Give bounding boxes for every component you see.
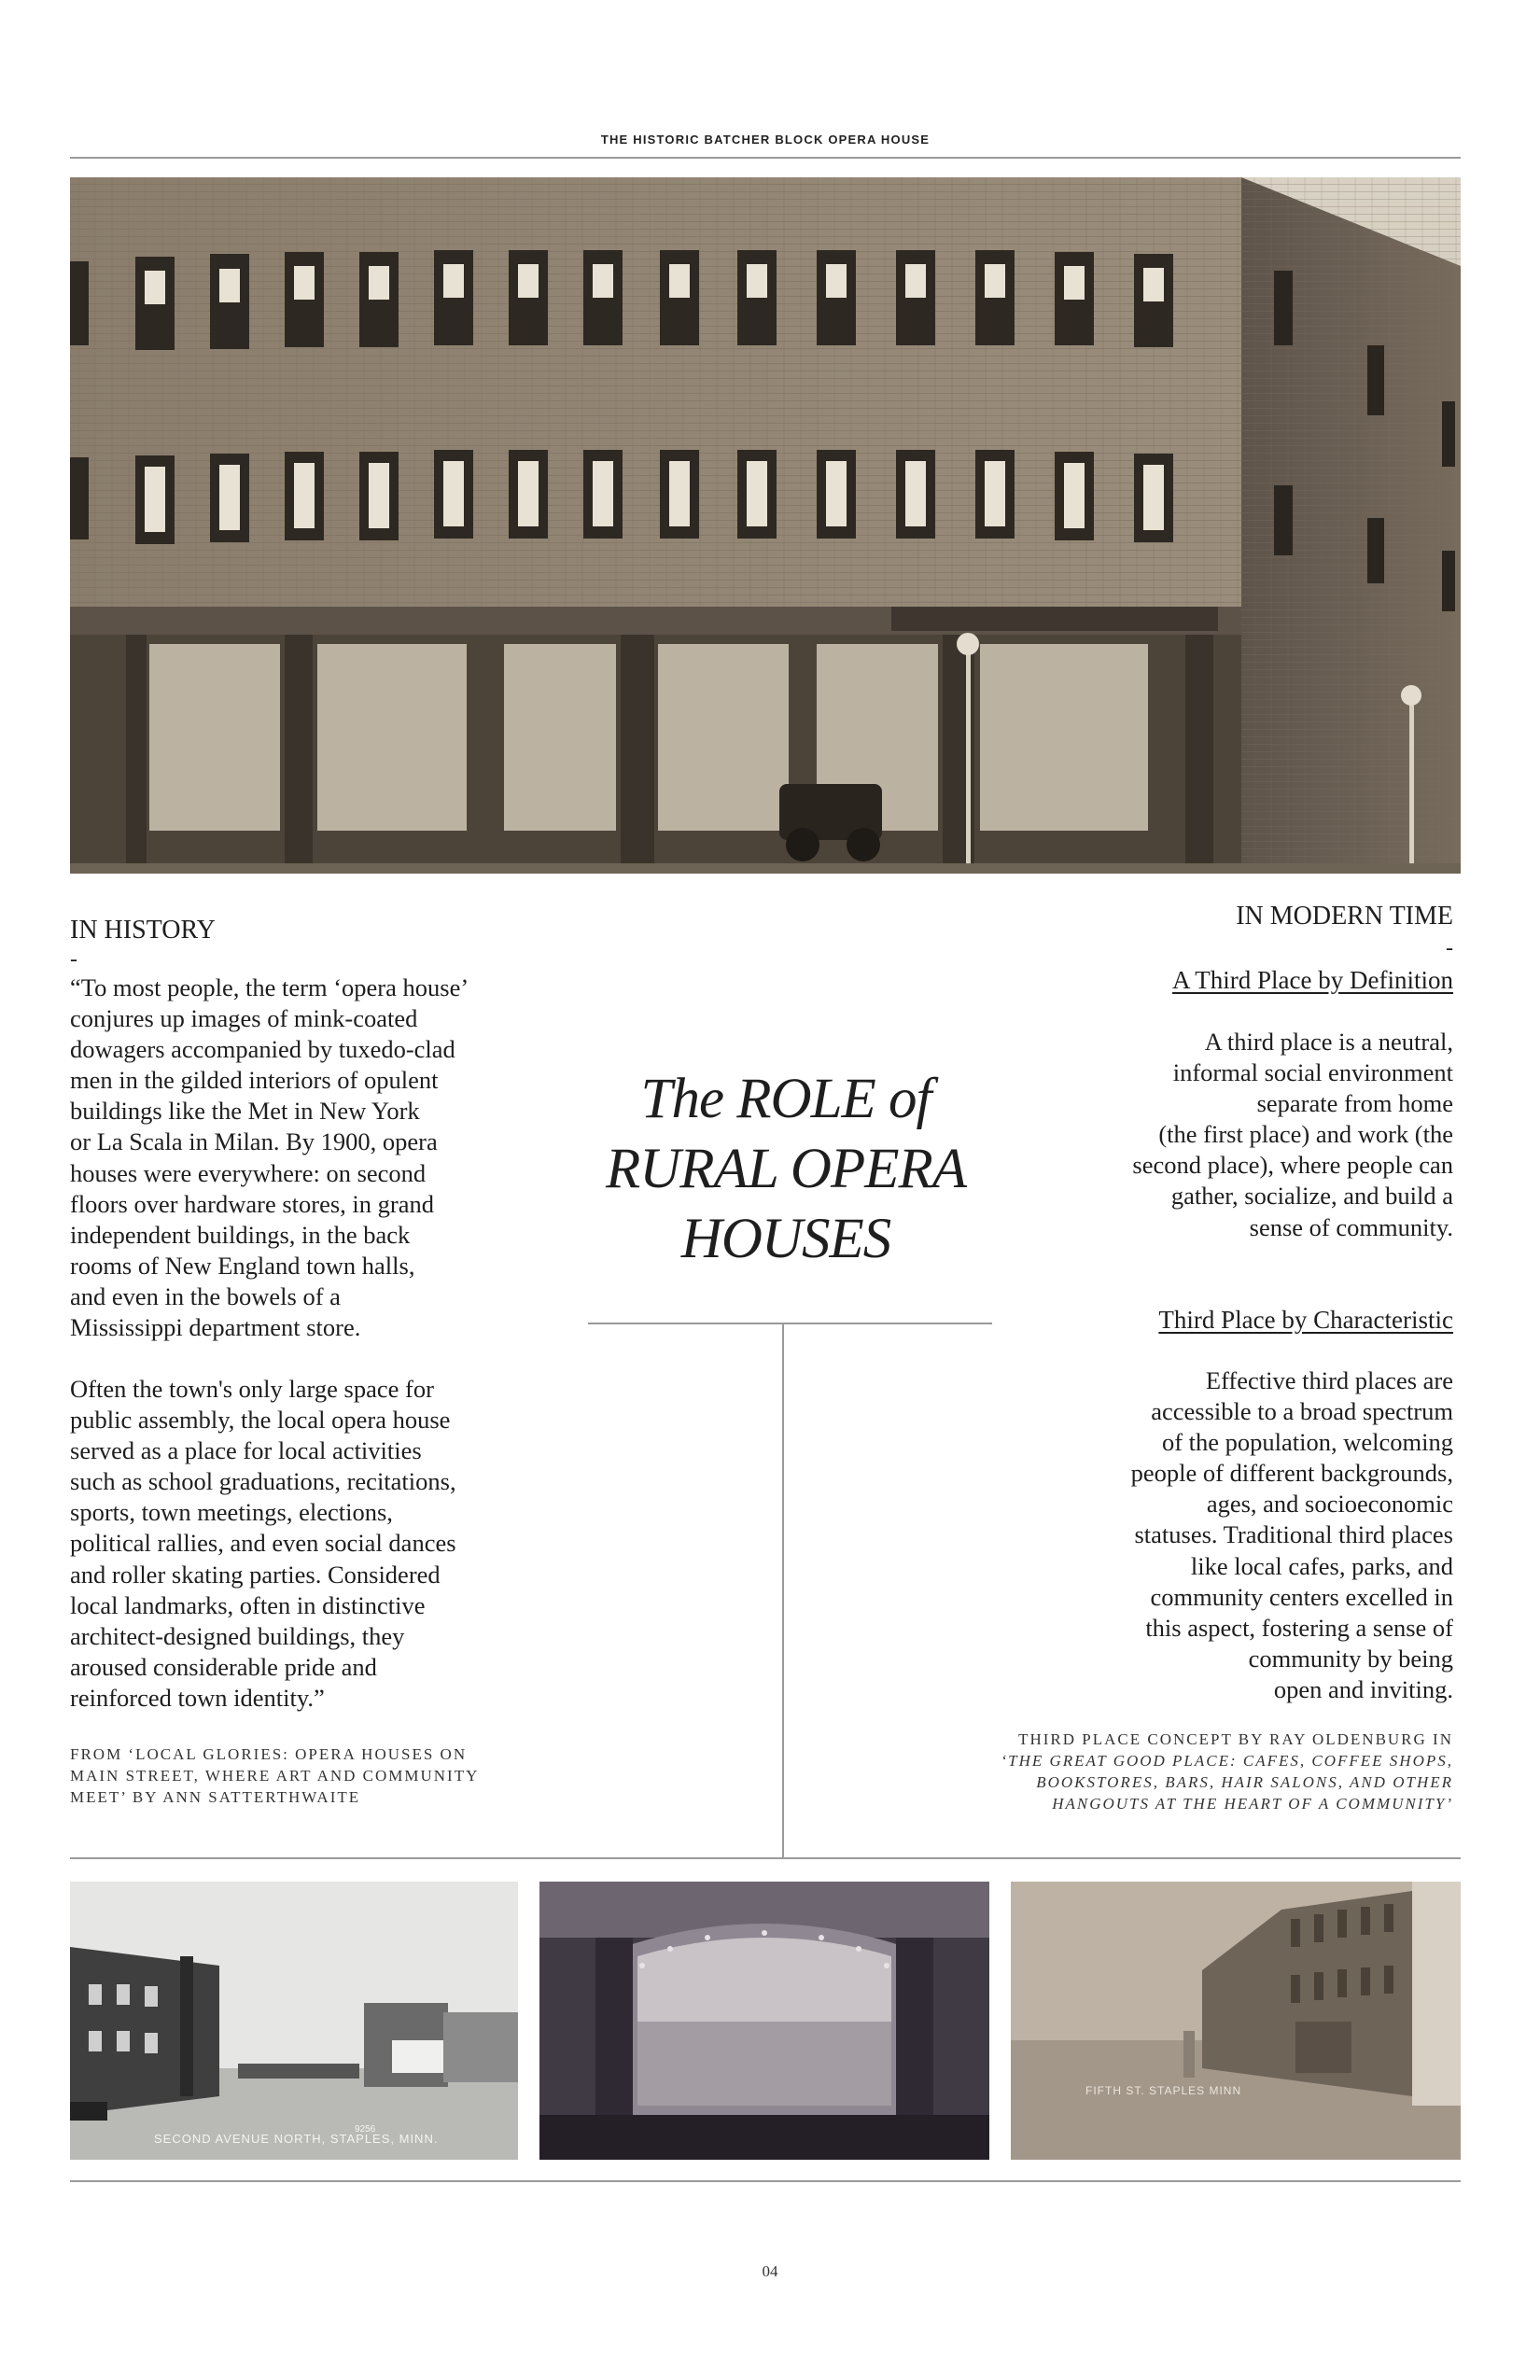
text-line: like local cafes, parks, and xyxy=(1190,1551,1453,1580)
text-line: ages, and socioeconomic xyxy=(1206,1490,1453,1519)
text-line: accessible to a broad spectrum xyxy=(1151,1397,1453,1426)
citation-line: MAIN STREET, WHERE ART AND COMMUNITY xyxy=(70,1767,480,1785)
text-line: separate from home xyxy=(1256,1089,1453,1118)
gallery-top-rule xyxy=(70,1857,1461,1859)
text-line: conjures up images of mink-coated xyxy=(70,1004,418,1033)
left-heading-dash: - xyxy=(70,947,77,972)
citation-line: BOOKSTORES, BARS, HAIR SALONS, AND OTHER xyxy=(1036,1773,1453,1791)
definition-subheading: A Third Place by Definition xyxy=(1172,966,1453,994)
text-line: and even in the bowels of a xyxy=(70,1281,341,1310)
text-line: aroused considerable pride and xyxy=(70,1652,377,1681)
street-photo-caption: SECOND AVENUE NORTH, STAPLES, MINN. xyxy=(154,2132,439,2146)
right-heading-dash: - xyxy=(1446,936,1453,960)
left-citation xyxy=(70,1743,593,1808)
text-line: buildings like the Met in New York xyxy=(70,1097,420,1126)
text-line: houses were everywhere: on second xyxy=(70,1158,427,1187)
left-paragraph-2 xyxy=(70,1374,593,1714)
street-photo-number: 9256 xyxy=(355,2124,376,2135)
text-line: sports, town meetings, elections, xyxy=(70,1498,393,1527)
text-line: gather, socialize, and build a xyxy=(1170,1182,1453,1211)
citation-line: FROM ‘LOCAL GLORIES: OPERA HOUSES ON xyxy=(70,1745,468,1763)
title-line: The ROLE of xyxy=(640,1068,931,1130)
header-rule xyxy=(70,157,1461,159)
opera-stage-photo xyxy=(539,1882,989,2160)
text-line: dowagers accompanied by tuxedo-clad xyxy=(70,1035,455,1064)
corner-building-photo xyxy=(1011,1882,1461,2160)
text-line: community centers excelled in xyxy=(1150,1582,1453,1611)
citation-line: THIRD PLACE CONCEPT BY RAY OLDENBURG IN xyxy=(1018,1730,1453,1748)
text-line: “To most people, the term ‘opera house’ xyxy=(70,973,469,1001)
citation-line: ‘THE GREAT GOOD PLACE: CAFES, COFFEE SHOPS, xyxy=(1001,1752,1453,1770)
text-line: second place), where people can xyxy=(1132,1151,1453,1180)
page-number: 04 xyxy=(762,2262,778,2280)
feature-title xyxy=(571,1064,1001,1274)
text-line: of the population, welcoming xyxy=(1161,1428,1453,1457)
right-paragraph-1 xyxy=(1027,1027,1453,1243)
text-line: independent buildings, in the back xyxy=(70,1220,411,1249)
text-line: such as school graduations, recitations, xyxy=(70,1467,456,1496)
text-line: A third place is a neutral, xyxy=(1204,1028,1453,1056)
text-line: public assembly, the local opera house xyxy=(70,1406,451,1435)
text-line: open and inviting. xyxy=(1273,1674,1453,1703)
title-line: HOUSES xyxy=(680,1208,891,1270)
text-line: reinforced town identity.” xyxy=(70,1683,325,1712)
text-line: informal social environment xyxy=(1172,1058,1453,1087)
text-line: and roller skating parties. Considered xyxy=(70,1560,441,1589)
corner-photo-caption: FIFTH ST. STAPLES MINN xyxy=(1085,2084,1242,2097)
text-line: architect-designed buildings, they xyxy=(70,1621,405,1650)
right-heading: IN MODERN TIME xyxy=(1236,902,1453,931)
running-header: THE HISTORIC BATCHER BLOCK OPERA HOUSE xyxy=(600,133,931,147)
right-citation xyxy=(933,1729,1453,1814)
text-line: Mississippi department store. xyxy=(70,1313,361,1342)
characteristic-subheading: Third Place by Characteristic xyxy=(1158,1306,1453,1334)
title-horizontal-rule xyxy=(588,1323,992,1324)
text-line: sense of community. xyxy=(1249,1212,1453,1241)
text-line: statuses. Traditional third places xyxy=(1134,1520,1453,1549)
citation-line: HANGOUTS AT THE HEART OF A COMMUNITY’ xyxy=(1052,1795,1453,1813)
text-line: political rallies, and even social dances xyxy=(70,1529,456,1558)
text-line: rooms of New England town halls, xyxy=(70,1251,415,1280)
left-paragraph-1 xyxy=(70,973,593,1343)
text-line: served as a place for local activities xyxy=(70,1436,422,1465)
text-line: people of different backgrounds, xyxy=(1130,1459,1453,1488)
street-view-photo xyxy=(70,1882,518,2160)
text-line: floors over hardware stores, in grand xyxy=(70,1189,435,1218)
text-line: this aspect, fostering a sense of xyxy=(1145,1613,1453,1642)
right-paragraph-2 xyxy=(1027,1365,1453,1705)
text-line: Effective third places are xyxy=(1205,1366,1453,1394)
text-line: or La Scala in Milan. By 1900, opera xyxy=(70,1127,438,1156)
title-line: RURAL OPERA xyxy=(605,1138,966,1200)
text-line: men in the gilded interiors of opulent xyxy=(70,1066,439,1095)
hero-building-photo xyxy=(70,177,1461,874)
left-heading: IN HISTORY xyxy=(70,916,216,945)
text-line: community by being xyxy=(1248,1644,1453,1673)
text-line: Often the town's only large space for xyxy=(70,1375,434,1403)
citation-line: MEET’ BY ANN SATTERTHWAITE xyxy=(70,1788,361,1806)
gallery-bottom-rule xyxy=(70,2180,1461,2182)
column-divider xyxy=(782,1323,784,1857)
text-line: local landmarks, often in distinctive xyxy=(70,1590,426,1619)
text-line: (the first place) and work (the xyxy=(1158,1120,1453,1149)
